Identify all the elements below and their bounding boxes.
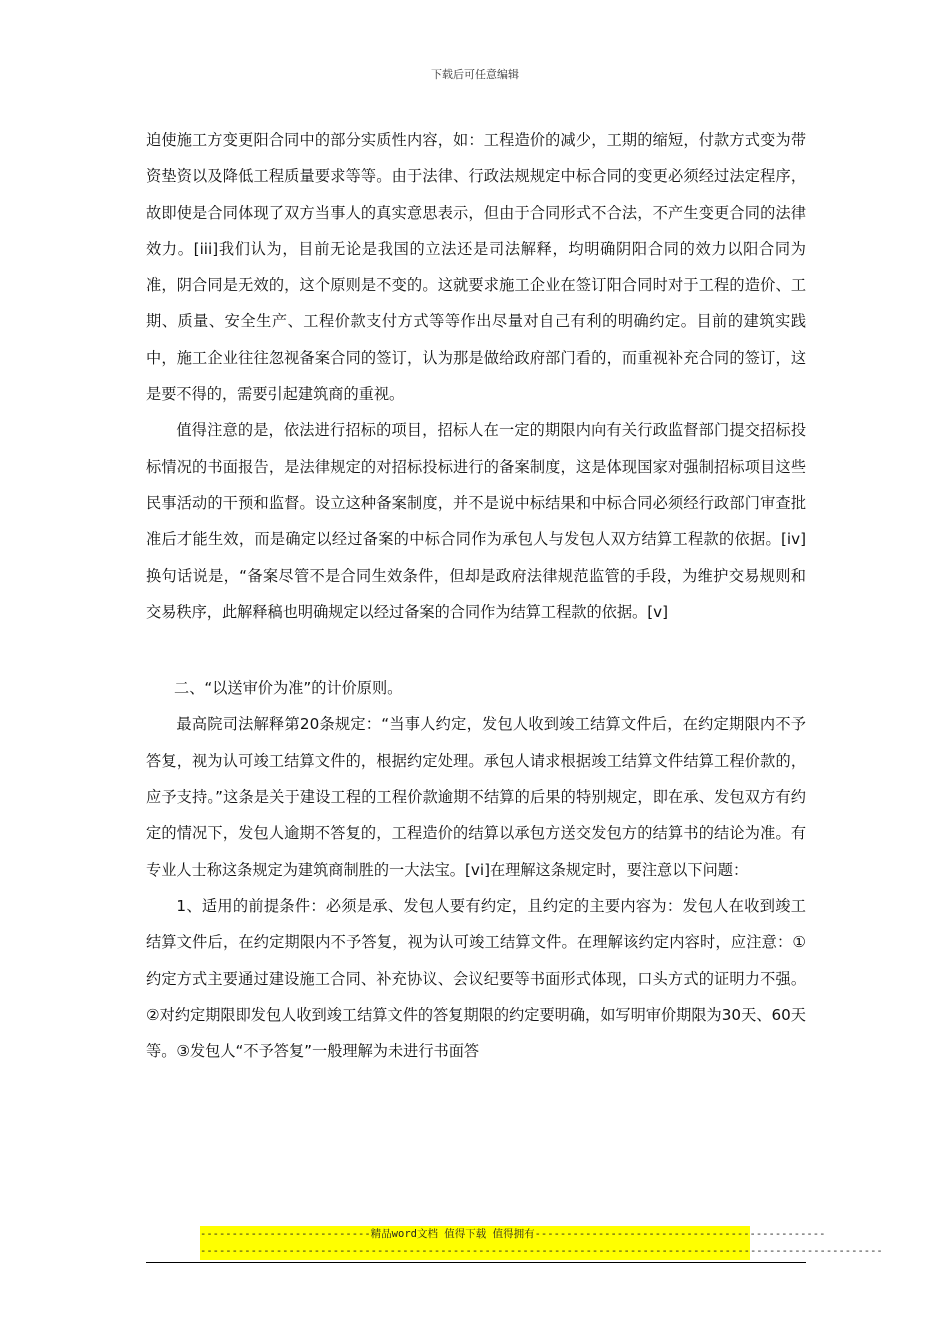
section-heading: 二、“以送审价为准”的计价原则。: [174, 679, 403, 698]
footer-divider: [146, 1262, 806, 1263]
footer-banner: [200, 1226, 883, 1260]
paragraph-precondition: 1、适用的前提条件：必须是承、发包人要有约定，且约定的主要内容为：发包人在收到竣工结算文件后，在约定期限内不予答复，视为认可竣工结算文件。在理解该约定内容时，应注意：①约定方式主要通过建设施工合同、补充协议、会议纪要等书面形式体现，口头方式的证明力不强。②对约定期限即发包人收到竣工结算文件的答复期限的约定要明确，如写明审价期限为30天、60天等。③发包人“不予答复”一般理解为未进行书面答: [146, 896, 806, 1061]
paragraph-filing-note: 值得注意的是，依法进行招标的项目，招标人在一定的期限内向有关行政监督部门提交招标投标情况的书面报告，是法律规定的对招标投标进行的备案制度，这是体现国家对强制招标项目这些民事活动的干预和监督。设立这种备案制度，并不是说中标结果和中标合同必须经行政部门审查批准后才能生效，而是确定以经过备案的中标合同作为承包人与发包人双方结算工程款的依据。[iv]换句话说是，“备案尽管不是合同生效条件，但却是政府法律规范监管的手段，为维护交易规则和交易秩序，此解释稿也明确规定以经过备案的合同作为结算工程款的依据。[v]: [146, 421, 806, 621]
page-header: 下载后可任意编辑: [431, 68, 519, 81]
paragraph-continuation: 迫使施工方变更阳合同中的部分实质性内容，如：工程造价的减少，工期的缩短，付款方式变为带资垫资以及降低工程质量要求等等。由于法律、行政法规规定中标合同的变更必须经过法定程序，故即使是合同体现了双方当事人的真实意思表示，但由于合同形式不合法，不产生变更合同的法律效力。[iii]我们认为，目前无论是我国的立法还是司法解释，均明确阴阳合同的效力以阳合同为准，阴合同是无效的，这个原则是不变的。这就要求施工企业在签订阳合同时对于工程的造价、工期、质量、安全生产、工程价款支付方式等等作出尽量对自己有利的明确约定。目前的建筑实践中，施工企业往往忽视备案合同的签订，认为那是做给政府部门看的，而重视补充合同的签订，这是要不得的，需要引起建筑商的重视。: [146, 131, 806, 404]
blank-line: [146, 630, 806, 670]
footer-banner-line: ---------------------------精品word文档 值得下载 值得拥有----------------------------------------------: [200, 1228, 826, 1240]
footer-banner-dashes: ------------------------------------------------------------------------------------------------------------: [200, 1245, 883, 1257]
paragraph-article-20: 最高院司法解释第20条规定：“当事人约定，发包人收到竣工结算文件后，在约定期限内不予答复，视为认可竣工结算文件的，根据约定处理。承包人请求根据竣工结算文件结算工程价款的，应予支持。”这条是关于建设工程的工程价款逾期不结算的后果的特别规定，即在承、发包双方有约定的情况下，发包人逾期不答复的，工程造价的结算以承包方送交发包方的结算书的结论为准。有专业人士称这条规定为建筑商制胜的一大法宝。[vi]在理解这条规定时，要注意以下问题：: [146, 715, 806, 879]
document-body: [146, 122, 806, 1069]
